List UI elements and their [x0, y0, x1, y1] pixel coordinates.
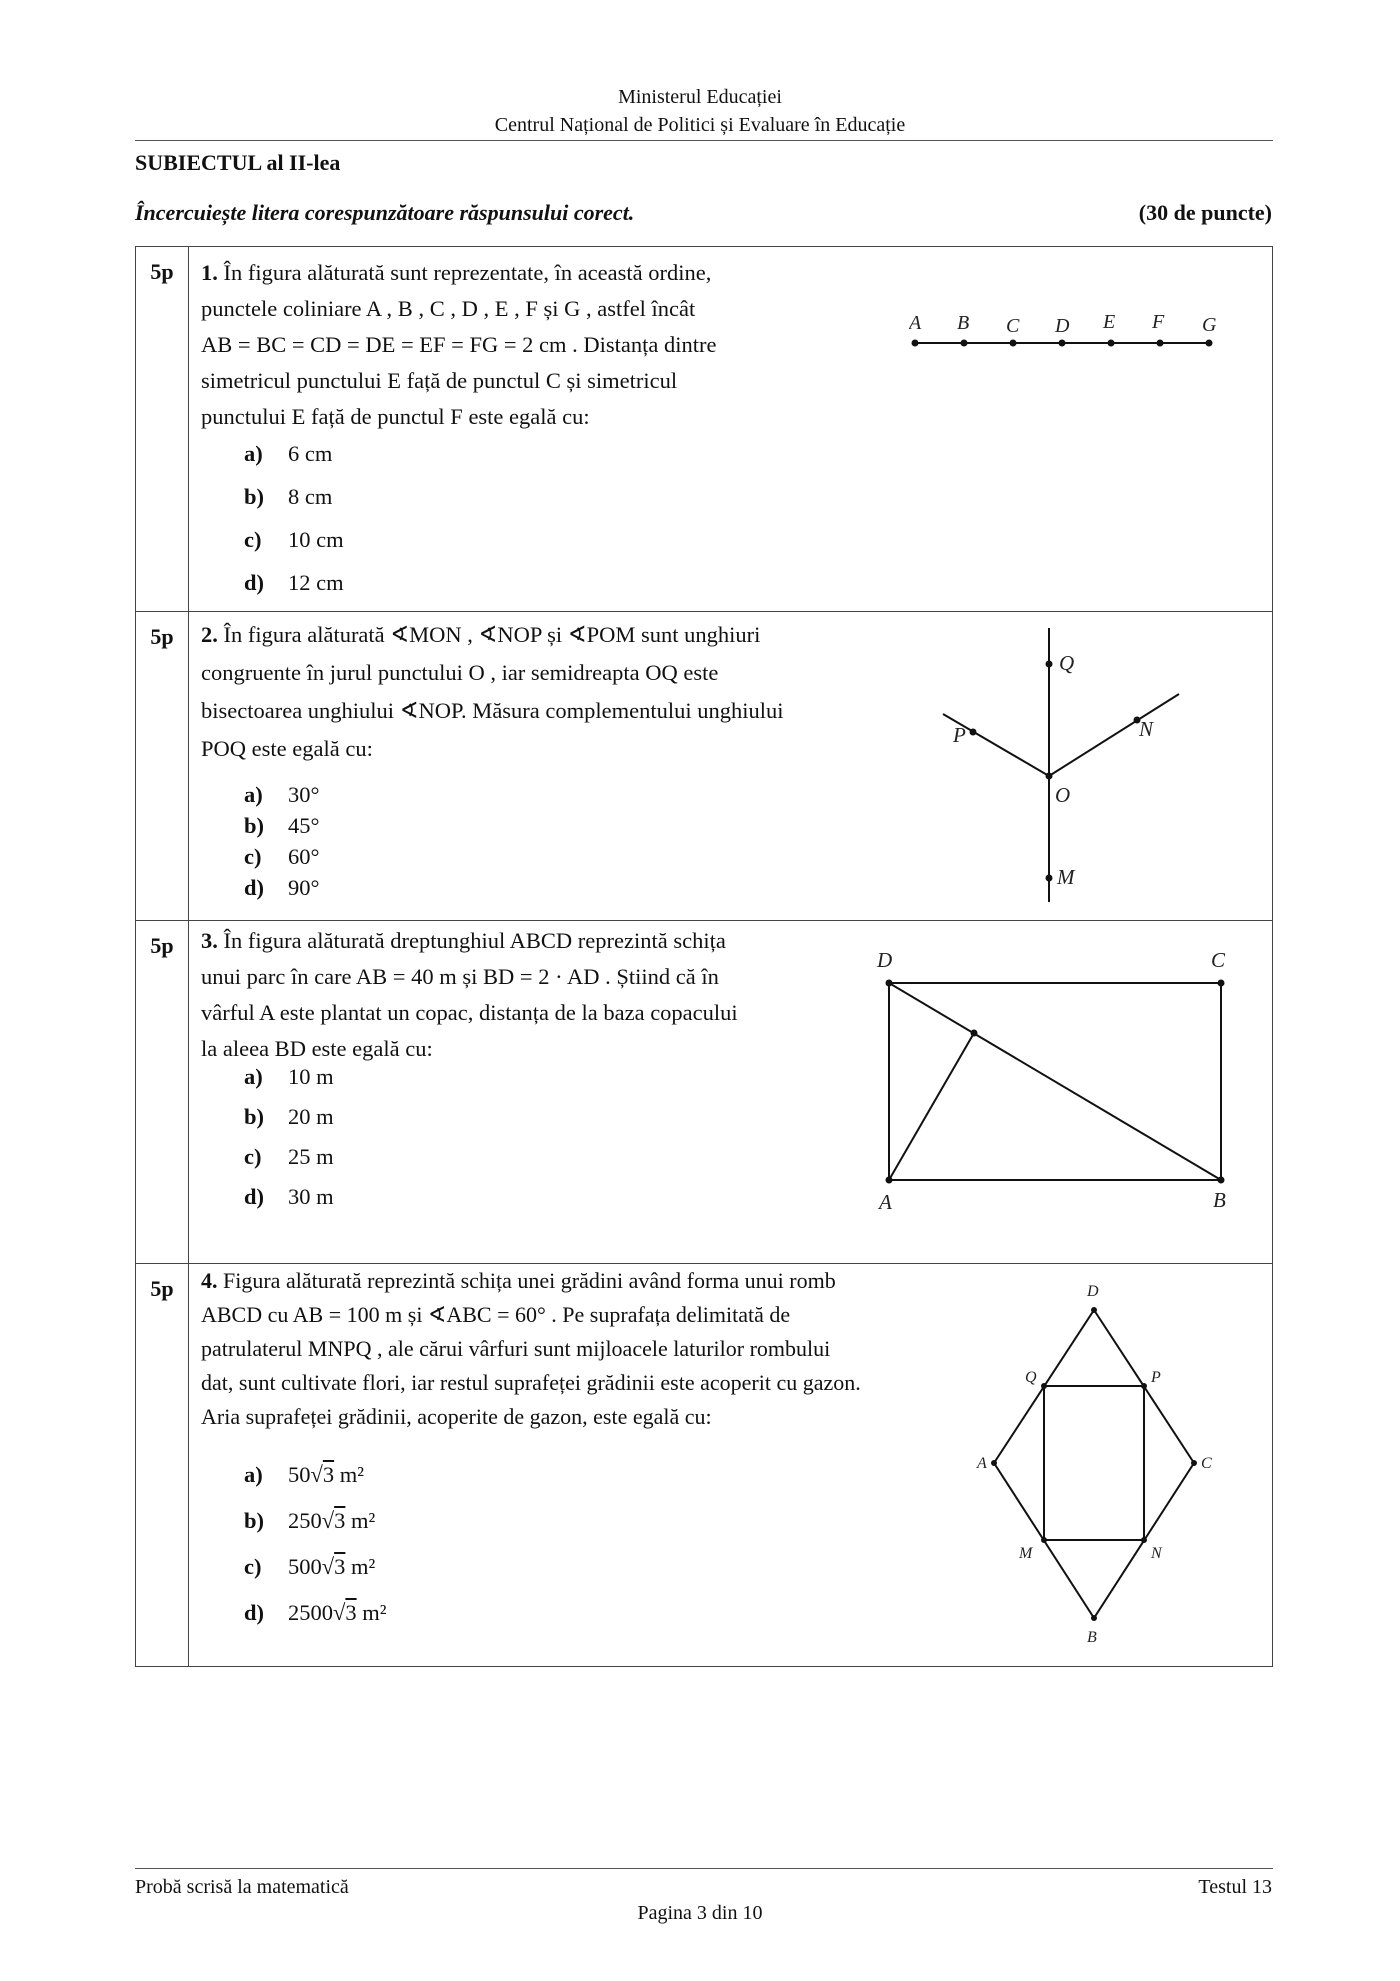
question-2-text — [201, 616, 909, 768]
fig4-label-c: C — [1201, 1455, 1212, 1472]
fig4-label-n: N — [1151, 1545, 1162, 1562]
question-2-line-3: bisectoarea unghiului ∢NOP. Măsura complementului unghiului — [201, 698, 784, 723]
fig1-point-f — [1157, 340, 1164, 347]
fig2-label-o: O — [1055, 783, 1071, 807]
question-4-option-a[interactable]: a) 50√3 m² — [244, 1462, 364, 1487]
question-2-option-a[interactable]: a) 30° — [244, 782, 320, 807]
fig1-point-d — [1059, 340, 1066, 347]
footer-test: Testul 13 — [1198, 1876, 1272, 1898]
question-2-line-1: 2. În figura alăturată ∢MON , ∢NOP și ∢POM sunt unghiuri — [201, 622, 761, 647]
question-1-line-4: simetricul punctului E față de punctul C și simetricul — [201, 368, 678, 393]
question-4-line-2: ABCD cu AB = 100 m și ∢ABC = 60° . Pe suprafața delimitată de — [201, 1302, 791, 1327]
subject-points: (30 de puncte) — [1138, 200, 1272, 225]
question-4-text — [201, 1264, 969, 1434]
subject-instruction: Încercuiește litera corespunzătoare răspunsului corect. — [135, 200, 635, 225]
fig3-point-foot — [971, 1030, 978, 1037]
question-1-points: 5p — [136, 247, 189, 612]
fig4-point-d — [1091, 1307, 1097, 1313]
question-2-points: 5p — [136, 612, 189, 921]
fig4-label-q: Q — [1025, 1369, 1037, 1386]
fig4-point-c — [1191, 1460, 1197, 1466]
fig3-point-d — [886, 980, 893, 987]
fig3-label-a: A — [879, 1190, 892, 1214]
question-3-line-4: la aleea BD este egală cu: — [201, 1036, 433, 1061]
question-4-points: 5p — [136, 1264, 189, 1667]
fig2-point-q — [1046, 661, 1053, 668]
fig1-point-a — [912, 340, 919, 347]
question-3-option-a[interactable]: a) 10 m — [244, 1064, 334, 1089]
fig1-label-c: C — [1006, 315, 1020, 337]
footer-rule — [135, 1868, 1273, 1869]
question-3-option-b[interactable]: b) 20 m — [244, 1104, 334, 1129]
question-1-option-d[interactable]: d) 12 cm — [244, 570, 344, 595]
fig1-label-d: D — [1055, 315, 1070, 337]
fig2-point-m — [1046, 875, 1053, 882]
fig1-label-b: B — [957, 312, 970, 334]
fig3-point-c — [1218, 980, 1225, 987]
question-3-line-2: unui parc în care AB = 40 m și BD = 2 · AD . Știind că în — [201, 964, 719, 989]
fig4-point-a — [991, 1460, 997, 1466]
fig1-label-g: G — [1202, 314, 1217, 336]
question-3-figure — [849, 941, 1249, 1251]
question-3-option-d[interactable]: d) 30 m — [244, 1184, 334, 1209]
fig4-label-a: A — [977, 1455, 987, 1472]
fig3-label-c: C — [1211, 948, 1226, 972]
fig4-point-q — [1041, 1383, 1047, 1389]
fig1-label-f: F — [1152, 311, 1165, 333]
question-3-option-c[interactable]: c) 25 m — [244, 1144, 334, 1169]
question-1-line-1: 1. În figura alăturată sunt reprezentate, în această ordine, — [201, 260, 712, 285]
fig2-point-o — [1046, 773, 1053, 780]
question-3-points: 5p — [136, 921, 189, 1264]
footer-page: Pagina 3 din 10 — [637, 1902, 763, 1924]
fig2-point-p — [970, 729, 977, 736]
question-4-option-d[interactable]: d) 2500√3 m² — [244, 1600, 387, 1625]
subject-title: SUBIECTUL al II-lea — [135, 150, 341, 175]
question-3-line-1: 3. În figura alăturată dreptunghiul ABCD reprezintă schița — [201, 928, 726, 953]
question-4-line-1: 4. Figura alăturată reprezintă schița unei grădini având forma unui romb — [201, 1268, 836, 1293]
question-1-line-2: punctele coliniare A , B , C , D , E , F și G , astfel încât — [201, 296, 696, 321]
fig3-label-b: B — [1213, 1188, 1226, 1212]
header-rule — [135, 140, 1273, 141]
footer-subject: Probă scrisă la matematică — [135, 1876, 349, 1898]
question-row-3 — [136, 921, 1273, 1264]
question-3-line-3: vârful A este plantat un copac, distanța de la baza copacului — [201, 1000, 738, 1025]
question-row-1 — [136, 247, 1273, 612]
fig2-label-q: Q — [1059, 651, 1075, 675]
question-4-line-5: Aria suprafeței grădinii, acoperite de gazon, este egală cu: — [201, 1404, 712, 1429]
fig1-label-a: A — [909, 312, 922, 334]
fig4-label-p: P — [1151, 1369, 1161, 1386]
question-1-figure — [909, 297, 1249, 357]
question-1-option-c[interactable]: c) 10 cm — [244, 527, 344, 552]
fig4-point-b — [1091, 1615, 1097, 1621]
question-2-line-4: POQ este egală cu: — [201, 736, 373, 761]
question-4-line-3: patrulaterul MNPQ , ale cărui vârfuri sunt mijloacele laturilor rombului — [201, 1336, 831, 1361]
fig2-label-n: N — [1139, 717, 1154, 741]
fig4-label-m: M — [1019, 1545, 1033, 1562]
fig3-point-b — [1218, 1177, 1225, 1184]
question-1-line-3: AB = BC = CD = DE = EF = FG = 2 cm . Distanța dintre — [201, 332, 717, 357]
question-2-option-d[interactable]: d) 90° — [244, 875, 320, 900]
fig4-point-n — [1141, 1537, 1147, 1543]
question-4-option-b[interactable]: b) 250√3 m² — [244, 1508, 376, 1533]
fig3-point-a — [886, 1177, 893, 1184]
question-2-figure — [909, 612, 1239, 912]
header-center: Centrul Național de Politici și Evaluare în Educație — [494, 114, 906, 136]
fig1-point-e — [1108, 340, 1115, 347]
question-1-option-b[interactable]: b) 8 cm — [244, 484, 333, 509]
fig2-label-m: M — [1057, 865, 1075, 889]
question-2-line-2: congruente în jurul punctului O , iar semidreapta OQ este — [201, 660, 719, 685]
question-4-figure — [969, 1268, 1249, 1660]
fig1-point-c — [1010, 340, 1017, 347]
header-ministry: Ministerul Educației — [618, 86, 782, 108]
question-4-option-c[interactable]: c) 500√3 m² — [244, 1554, 376, 1579]
fig1-point-b — [961, 340, 968, 347]
question-1-text — [201, 255, 909, 435]
questions-table — [135, 246, 1273, 1667]
fig3-label-d: D — [877, 948, 893, 972]
fig1-label-e: E — [1103, 311, 1116, 333]
fig1-point-g — [1206, 340, 1213, 347]
fig4-point-m — [1041, 1537, 1047, 1543]
question-row-4 — [136, 1264, 1273, 1667]
fig4-label-d: D — [1087, 1283, 1099, 1300]
fig2-label-p: P — [953, 723, 966, 747]
fig4-point-p — [1141, 1383, 1147, 1389]
question-2-option-c[interactable]: c) 60° — [244, 844, 320, 869]
question-2-option-b[interactable]: b) 45° — [244, 813, 320, 838]
question-4-line-4: dat, sunt cultivate flori, iar restul suprafeței grădinii este acoperit cu gazon. — [201, 1370, 861, 1395]
question-1-line-5: punctului E față de punctul F este egală cu: — [201, 404, 590, 429]
question-row-2 — [136, 612, 1273, 921]
question-1-option-a[interactable]: a) 6 cm — [244, 441, 333, 466]
question-3-text — [201, 923, 841, 1067]
fig4-label-b: B — [1087, 1629, 1097, 1646]
